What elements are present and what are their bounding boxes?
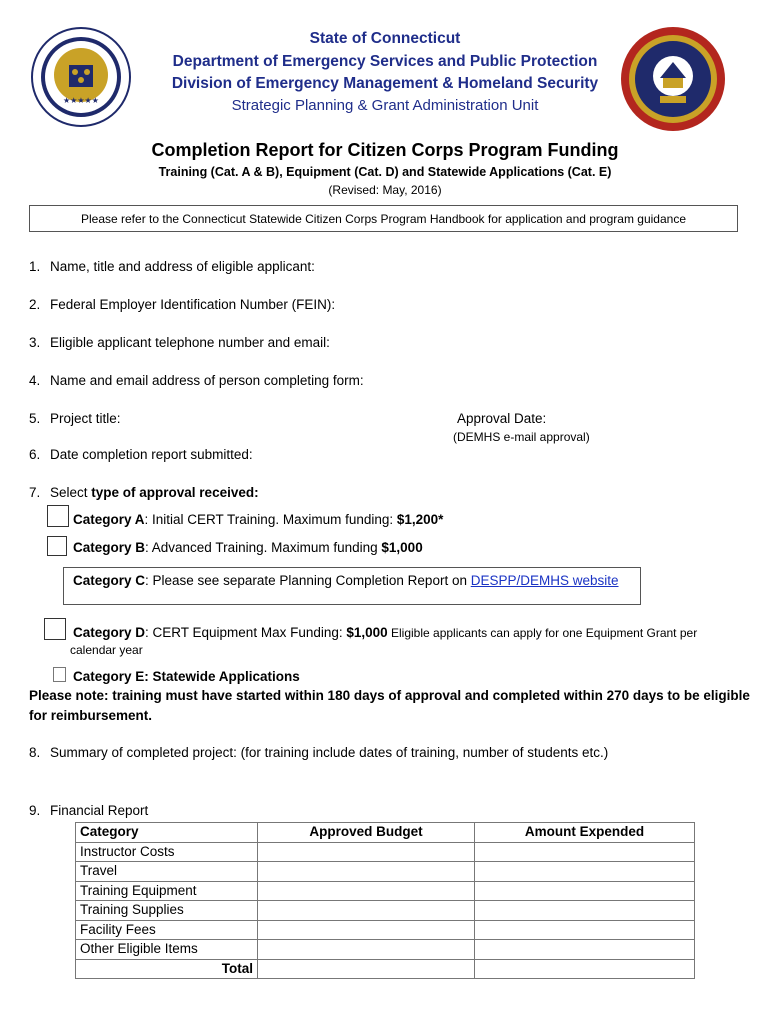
row-label: Training Equipment bbox=[76, 881, 258, 901]
amount-expended-cell[interactable] bbox=[475, 842, 695, 862]
guidance-note-box: Please refer to the Connecticut Statewide Citizen Corps Program Handbook for application and program guidance bbox=[29, 205, 738, 232]
amount-expended-cell[interactable] bbox=[475, 901, 695, 921]
category-d-checkbox[interactable] bbox=[44, 618, 66, 640]
question-6: 6. Date completion report submitted: bbox=[29, 447, 253, 462]
eligibility-note-line2: for reimbursement. bbox=[29, 708, 153, 723]
question-9: 9. Financial Report bbox=[29, 803, 149, 818]
header-unit: Strategic Planning & Grant Administration Unit bbox=[231, 97, 539, 114]
question-5: 5. Project title: bbox=[29, 411, 121, 426]
question-8: 8. Summary of completed project: (for training include dates of training, number of students etc.) bbox=[29, 745, 609, 760]
page-title: Completion Report for Citizen Corps Program Funding bbox=[151, 140, 619, 160]
table-row bbox=[76, 920, 695, 940]
row-label: Facility Fees bbox=[76, 920, 258, 940]
question-3: 3. Eligible applicant telephone number and email: bbox=[29, 335, 330, 350]
category-b-option: Category B: Advanced Training. Maximum funding $1,000 bbox=[73, 540, 423, 555]
svg-text:★★★★★: ★★★★★ bbox=[63, 96, 99, 105]
header-department: Department of Emergency Services and Public Protection bbox=[172, 53, 598, 70]
category-a-option: Category A: Initial CERT Training. Maximum funding: $1,200* bbox=[73, 512, 444, 527]
question-2: 2. Federal Employer Identification Number (FEIN): bbox=[29, 297, 336, 312]
header-category: Category bbox=[76, 823, 258, 843]
row-label: Travel bbox=[76, 862, 258, 882]
approved-budget-cell[interactable] bbox=[258, 901, 475, 921]
row-label: Instructor Costs bbox=[76, 842, 258, 862]
amount-expended-cell[interactable] bbox=[475, 862, 695, 882]
category-e-option: Category E: Statewide Applications bbox=[73, 669, 300, 684]
header-state: State of Connecticut bbox=[309, 30, 461, 47]
total-label: Total bbox=[76, 959, 258, 979]
amount-expended-cell[interactable] bbox=[475, 881, 695, 901]
category-b-checkbox[interactable] bbox=[47, 536, 67, 556]
category-d-note-continued: calendar year bbox=[70, 643, 143, 657]
table-row bbox=[76, 901, 695, 921]
header-division: Division of Emergency Management & Homeland Security bbox=[171, 75, 599, 92]
approved-budget-cell[interactable] bbox=[258, 920, 475, 940]
table-row bbox=[76, 881, 695, 901]
header-approved-budget: Approved Budget bbox=[258, 823, 475, 843]
row-label: Training Supplies bbox=[76, 901, 258, 921]
category-c-option: Category C: Please see separate Planning Completion Report on DESPP/DEMHS website bbox=[73, 573, 619, 588]
amount-expended-total-cell[interactable] bbox=[475, 959, 695, 979]
financial-report-table bbox=[75, 822, 695, 979]
approved-budget-cell[interactable] bbox=[258, 940, 475, 960]
category-a-checkbox[interactable] bbox=[47, 505, 69, 527]
approved-budget-cell[interactable] bbox=[258, 881, 475, 901]
category-e-checkbox[interactable] bbox=[53, 667, 66, 682]
amount-expended-cell[interactable] bbox=[475, 920, 695, 940]
approved-budget-total-cell[interactable] bbox=[258, 959, 475, 979]
page-subtitle: Training (Cat. A & B), Equipment (Cat. D) and Statewide Applications (Cat. E) bbox=[158, 165, 612, 179]
table-row bbox=[76, 842, 695, 862]
table-row bbox=[76, 862, 695, 882]
question-7: 7. Select type of approval received: bbox=[29, 485, 259, 500]
eligibility-note-line1: Please note: training must have started within 180 days of approval and completed within 270 days to be eligible bbox=[29, 688, 750, 703]
despp-demhs-website-link[interactable]: DESPP/DEMHS website bbox=[470, 573, 619, 588]
header-amount-expended: Amount Expended bbox=[475, 823, 695, 843]
table-header-row bbox=[76, 823, 695, 843]
table-total-row bbox=[76, 959, 695, 979]
category-d-option: Category D: CERT Equipment Max Funding: $1,000 Eligible applicants can apply for one Equipment Grant per bbox=[73, 625, 698, 640]
approved-budget-cell[interactable] bbox=[258, 842, 475, 862]
question-4: 4. Name and email address of person completing form: bbox=[29, 373, 364, 388]
amount-expended-cell[interactable] bbox=[475, 940, 695, 960]
row-label: Other Eligible Items bbox=[76, 940, 258, 960]
revised-date: (Revised: May, 2016) bbox=[328, 183, 442, 197]
question-1: 1. Name, title and address of eligible applicant: bbox=[29, 259, 315, 274]
table-row bbox=[76, 940, 695, 960]
approval-date-note: (DEMHS e-mail approval) bbox=[453, 430, 590, 444]
approval-date-label: Approval Date: bbox=[457, 411, 547, 426]
approved-budget-cell[interactable] bbox=[258, 862, 475, 882]
